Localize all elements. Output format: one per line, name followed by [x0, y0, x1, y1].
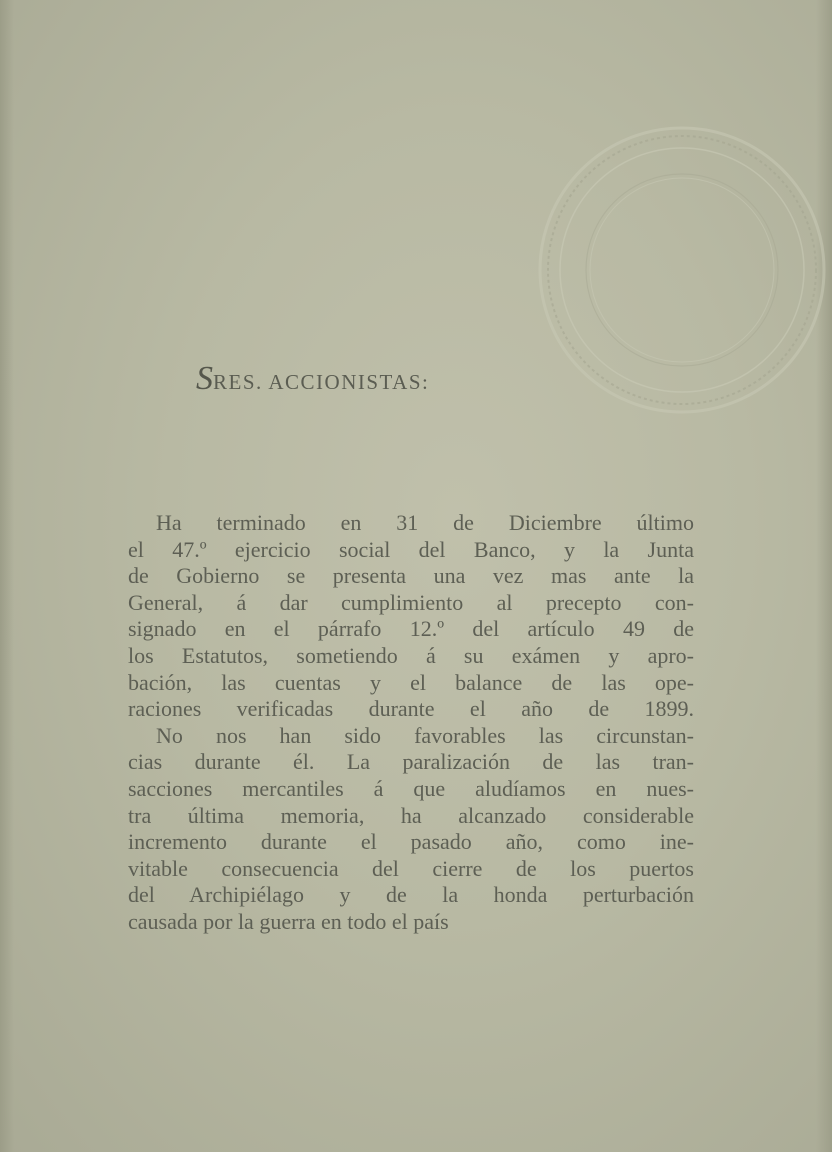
text-line: el 47.º ejercicio social del Banco, y la Junta [128, 536, 694, 562]
text-line: incremento durante el pasado año, como ine- [128, 829, 694, 855]
body-text [128, 510, 694, 936]
text-line: signado en el párrafo 12.º del artículo 49 de [128, 616, 694, 642]
text-line: raciones verificadas durante el año de 1899. [128, 696, 694, 722]
salutation-heading [196, 360, 429, 398]
embossed-seal-icon [532, 120, 832, 420]
text-line: del Archipiélago y de la honda perturbación [128, 882, 694, 908]
text-line: cias durante él. La paralización de las tran- [128, 749, 694, 775]
text-line: General, á dar cumplimiento al precepto con- [128, 589, 694, 615]
salutation-text: RES. ACCIONISTAS: [213, 370, 430, 394]
text-line: causada por la guerra en todo el país [128, 908, 449, 934]
text-line: Ha terminado en 31 de Diciembre último [156, 510, 694, 535]
text-line: de Gobierno se presenta una vez mas ante la [128, 563, 694, 589]
text-line: bación, las cuentas y el balance de las ope- [128, 669, 694, 695]
text-line: sacciones mercantiles á que aludíamos en nues- [128, 775, 694, 801]
text-line: tra última memoria, ha alcanzado considerable [128, 802, 694, 828]
salutation-initial: S [196, 360, 213, 397]
page-edge-left [0, 0, 14, 1152]
text-line: los Estatutos, sometiendo á su exámen y apro- [128, 642, 694, 668]
text-line: vitable consecuencia del cierre de los puertos [128, 855, 694, 881]
text-line: No nos han sido favorables las circunstan- [156, 722, 694, 748]
